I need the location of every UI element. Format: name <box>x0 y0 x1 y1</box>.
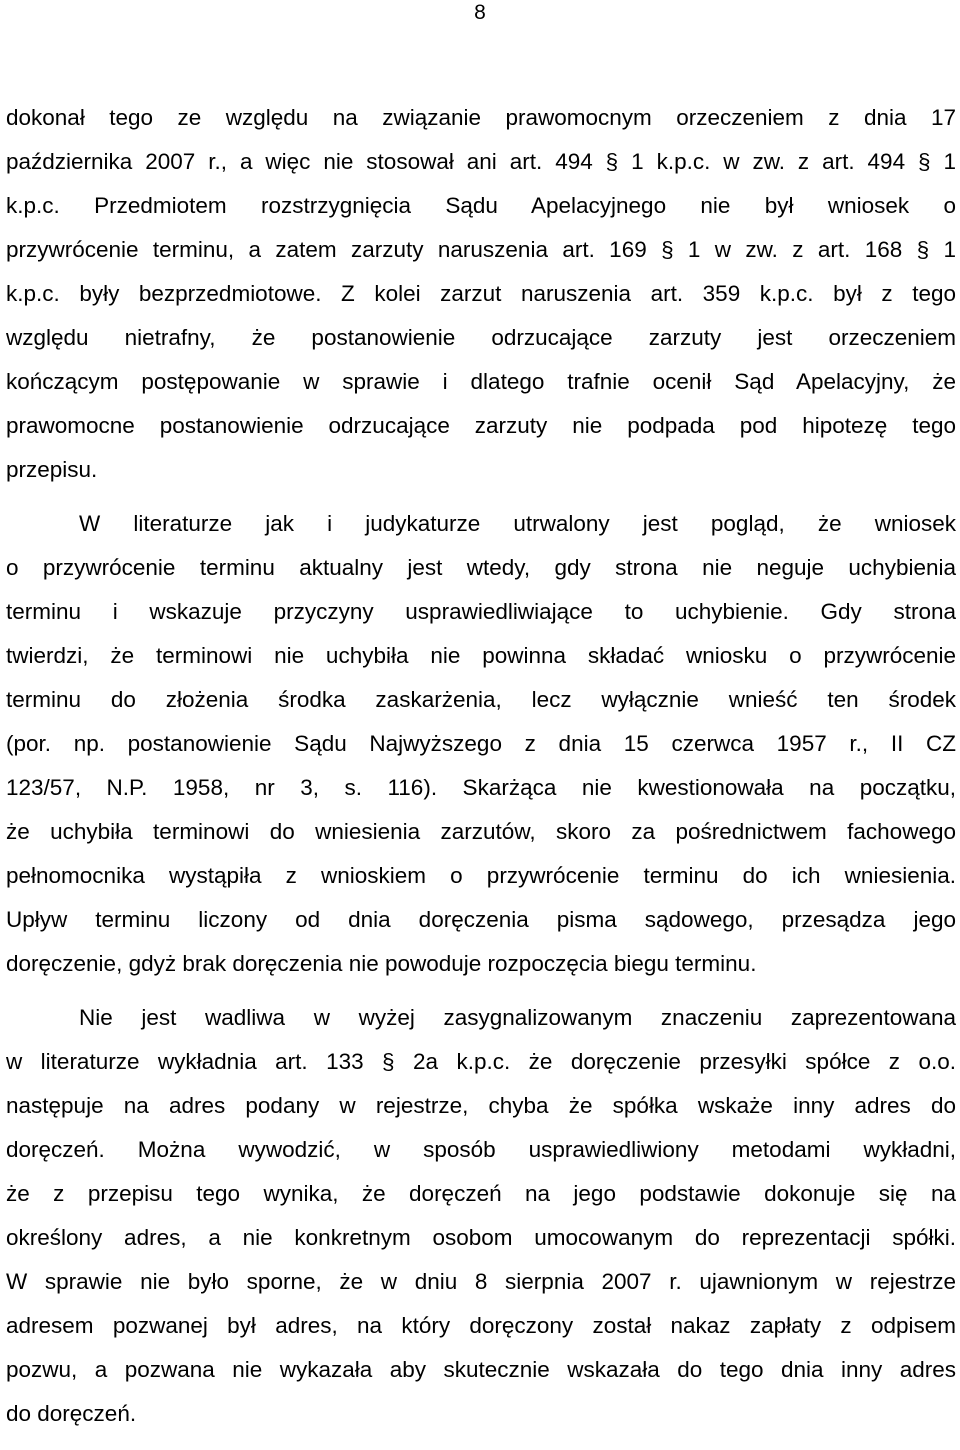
text-line: października 2007 r., a więc nie stosował ani art. 494 § 1 k.p.c. w zw. z art. 494 § 1 <box>6 149 956 174</box>
text-line: pełnomocnika wystąpiła z wnioskiem o przywrócenie terminu do ich wniesienia. <box>6 863 956 888</box>
paragraph-3 <box>6 996 956 1436</box>
text-line: doręczenie, gdyż brak doręczenia nie powoduje rozpoczęcia biegu terminu. <box>6 951 757 976</box>
text-line: prawomocne postanowienie odrzucające zarzuty nie podpada pod hipotezę tego <box>6 413 956 438</box>
text-line: twierdzi, że terminowi nie uchybiła nie powinna składać wniosku o przywrócenie <box>6 643 956 668</box>
text-line: W literaturze jak i judykaturze utrwalony jest pogląd, że wniosek <box>79 511 956 536</box>
text-line: adresem pozwanej był adres, na który doręczony został nakaz zapłaty z odpisem <box>6 1313 956 1338</box>
text-line: przywrócenie terminu, a zatem zarzuty naruszenia art. 169 § 1 w zw. z art. 168 § 1 <box>6 237 956 262</box>
text-line: dokonał tego ze względu na związanie prawomocnym orzeczeniem z dnia 17 <box>6 105 956 130</box>
text-line: k.p.c. Przedmiotem rozstrzygnięcia Sądu Apelacyjnego nie był wniosek o <box>6 193 956 218</box>
text-line: określony adres, a nie konkretnym osobom umocowanym do reprezentacji spółki. <box>6 1225 956 1250</box>
text-line: terminu do złożenia środka zaskarżenia, lecz wyłącznie wnieść ten środek <box>6 687 956 712</box>
text-line: w literaturze wykładnia art. 133 § 2a k.p.c. że doręczenie przesyłki spółce z o.o. <box>6 1049 956 1074</box>
text-line: k.p.c. były bezprzedmiotowe. Z kolei zarzut naruszenia art. 359 k.p.c. był z tego <box>6 281 956 306</box>
document-body <box>6 96 956 1436</box>
text-line: przepisu. <box>6 457 98 482</box>
text-line: terminu i wskazuje przyczyny usprawiedliwiające to uchybienie. Gdy strona <box>6 599 956 624</box>
paragraph-1 <box>6 96 956 492</box>
text-line: pozwu, a pozwana nie wykazała aby skutecznie wskazała do tego dnia inny adres <box>6 1357 956 1382</box>
text-line: że z przepisu tego wynika, że doręczeń na jego podstawie dokonuje się na <box>6 1181 956 1206</box>
text-line: W sprawie nie było sporne, że w dniu 8 sierpnia 2007 r. ujawnionym w rejestrze <box>6 1269 956 1294</box>
text-line: o przywrócenie terminu aktualny jest wtedy, gdy strona nie neguje uchybienia <box>6 555 956 580</box>
text-line: (por. np. postanowienie Sądu Najwyższego z dnia 15 czerwca 1957 r., II CZ <box>6 731 956 756</box>
text-line: do doręczeń. <box>6 1401 137 1426</box>
text-line: że uchybiła terminowi do wniesienia zarzutów, skoro za pośrednictwem fachowego <box>6 819 956 844</box>
text-line: kończącym postępowanie w sprawie i dlatego trafnie ocenił Sąd Apelacyjny, że <box>6 369 956 394</box>
text-line: następuje na adres podany w rejestrze, chyba że spółka wskaże inny adres do <box>6 1093 956 1118</box>
text-line: 123/57, N.P. 1958, nr 3, s. 116). Skarżąca nie kwestionowała na początku, <box>6 775 956 800</box>
paragraph-2 <box>6 502 956 986</box>
text-line: względu nietrafny, że postanowienie odrzucające zarzuty jest orzeczeniem <box>6 325 956 350</box>
text-line: doręczeń. Można wywodzić, w sposób usprawiedliwiony metodami wykładni, <box>6 1137 956 1162</box>
text-line: Nie jest wadliwa w wyżej zasygnalizowanym znaczeniu zaprezentowana <box>79 1005 956 1030</box>
page-number: 8 <box>474 1 486 24</box>
text-line: Upływ terminu liczony od dnia doręczenia pisma sądowego, przesądza jego <box>6 907 956 932</box>
